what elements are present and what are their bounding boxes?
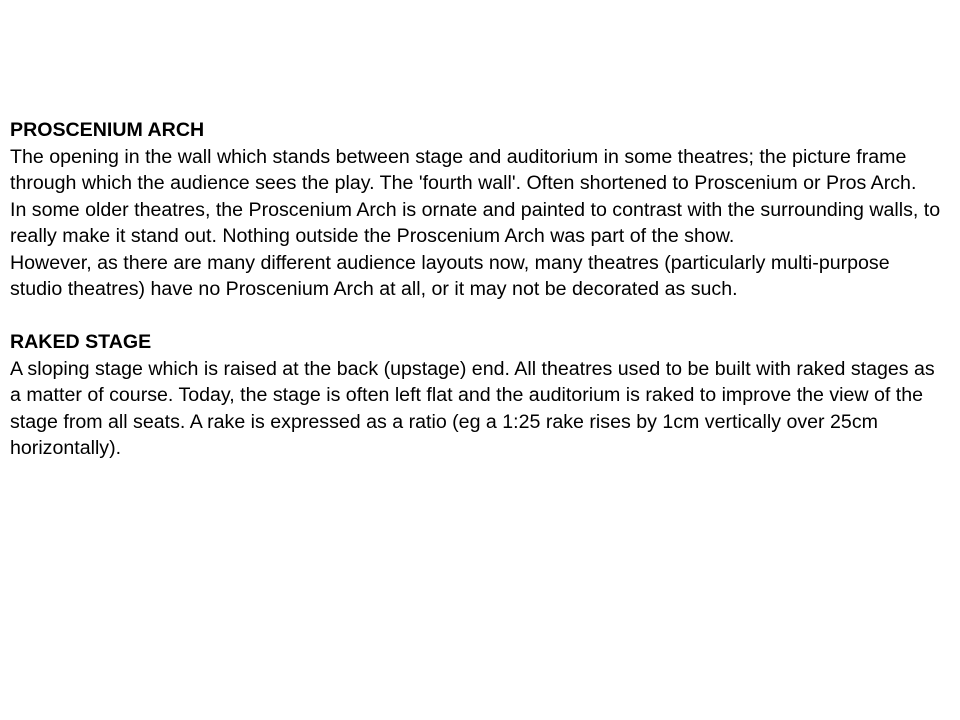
definition-paragraph: A sloping stage which is raised at the back (upstage) end. All theatres used to be built with raked stages as a matter of course. Today, the stage is often left flat and the auditorium is raked to improve the view of the stage from all seats. A rake is expressed as a ratio (eg a 1:25 rake rises by 1cm vertically over 25cm horizontally). [10,357,935,459]
document-body [10,117,945,462]
definition-paragraph: The opening in the wall which stands between stage and auditorium in some theatres; the picture frame through which the audience sees the play. The 'fourth wall'. Often shortened to Proscenium or Pros Arch. [10,145,917,194]
definition-paragraph: However, as there are many different audience layouts now, many theatres (particularly multi-purpose studio theatres) have no Proscenium Arch at all, or it may not be decorated as such. [10,251,890,300]
entry-proscenium-arch [10,117,945,303]
definition-paragraph: In some older theatres, the Proscenium Arch is ornate and painted to contrast with the surrounding walls, to really make it stand out. Nothing outside the Proscenium Arch was part of the show. [10,198,941,247]
term-heading: RAKED STAGE [10,331,152,353]
term-heading: PROSCENIUM ARCH [10,119,205,141]
entry-raked-stage [10,329,945,462]
